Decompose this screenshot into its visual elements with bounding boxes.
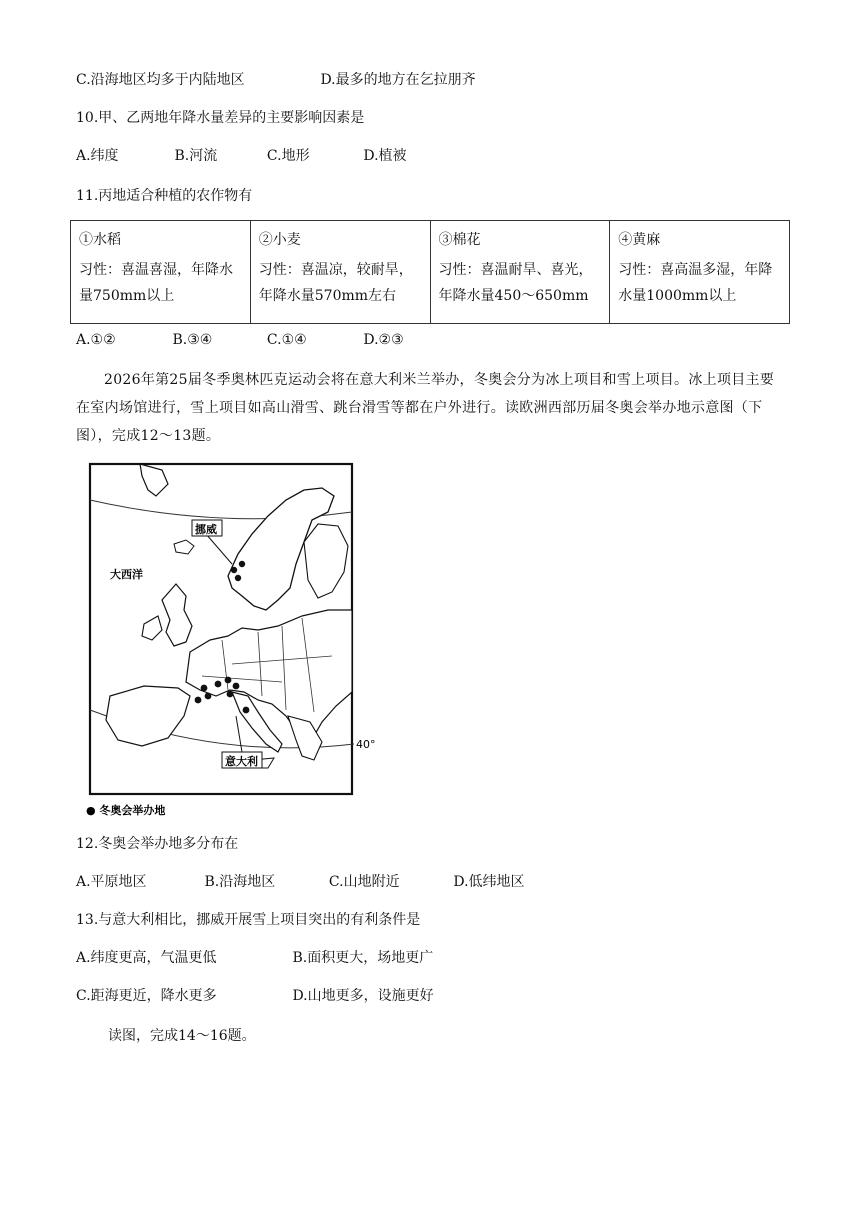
q12-option-b: B.沿海地区 (204, 874, 276, 890)
crop-cell-wheat (250, 221, 430, 324)
q10-option-c: C.地形 (266, 148, 310, 164)
q9-options-row (76, 70, 476, 90)
q10-option-b: B.河流 (174, 148, 218, 164)
q9-option-d: D.最多的地方在乞拉朋齐 (320, 72, 476, 88)
host-dot-norway-2 (239, 561, 245, 567)
q12-stem: 12.冬奥会举办地多分布在 (76, 836, 239, 852)
host-dot-alps-7 (227, 691, 234, 698)
q12-option-d: D.低纬地区 (453, 874, 525, 890)
q11-option-c: C.①④ (266, 332, 307, 348)
q12-options-row (76, 872, 525, 892)
q10-option-a: A.纬度 (76, 148, 119, 164)
label-lat-40: 40° (356, 738, 376, 751)
host-dot-alps-5 (225, 677, 232, 684)
q11-option-d: D.②③ (363, 332, 404, 348)
q10-stem: 10.甲、乙两地年降水量差异的主要影响因素是 (76, 110, 365, 126)
crop-name: ②小麦 (258, 232, 301, 248)
q11-options-row (76, 330, 404, 350)
q11-option-b: B.③④ (172, 332, 213, 348)
label-norway: 挪威 (195, 523, 217, 536)
crop-name: ④黄麻 (618, 232, 661, 248)
q10-option-d: D.植被 (363, 148, 407, 164)
crop-name: ③棉花 (438, 232, 481, 248)
crop-cell-rice (71, 221, 251, 324)
q13-stem: 13.与意大利相比，挪威开展雪上项目突出的有利条件是 (76, 912, 421, 928)
q13-options-row-2 (76, 986, 434, 1006)
crop-name: ①水稻 (79, 232, 121, 248)
intro-12-13: 2026年第25届冬季奥林匹克运动会将在意大利米兰举办，冬奥会分为冰上项目和雪上项目。冰上项目主要在室内场馆进行，雪上项目如高山滑雪、跳台滑雪等都在户外进行。读欧洲西部历届冬奥会举办地示意图（下图），完成12～13题。 (76, 372, 775, 444)
host-dot-alps-2 (205, 693, 212, 700)
crop-habit: 习性：喜高温多湿，年降水量1000mm以上 (618, 262, 773, 304)
crop-cell-jute (610, 221, 790, 324)
host-dot-alps-6 (233, 683, 240, 690)
europe-winter-olympics-map (82, 460, 382, 820)
host-dot-norway-3 (235, 575, 241, 581)
q12-option-a: A.平原地区 (76, 874, 147, 890)
intro-14-16: 读图，完成14～16题。 (108, 1028, 256, 1044)
crop-habit: 习性：喜温喜湿，年降水量750mm以上 (79, 262, 233, 304)
q11-option-a: A.①② (76, 332, 116, 348)
q13-option-c: C.距海更近，降水更多 (76, 988, 217, 1004)
q10-options-row (76, 146, 407, 166)
crop-habits-table (70, 220, 790, 324)
host-dot-alps-1 (195, 697, 202, 704)
label-italy: 意大利 (225, 755, 258, 768)
q13-option-d: D.山地更多，设施更好 (292, 988, 434, 1004)
q11-stem: 11.丙地适合种植的农作物有 (76, 188, 253, 204)
crop-cell-cotton (430, 221, 610, 324)
crop-habit: 习性：喜温耐旱、喜光，年降水量450～650mm (438, 262, 593, 304)
q12-option-c: C.山地附近 (328, 874, 400, 890)
label-atlantic: 大西洋 (110, 568, 143, 581)
q13-options-row-1 (76, 948, 433, 968)
host-dot-alps-3 (201, 685, 208, 692)
host-dot-alps-8 (243, 707, 250, 714)
map-legend: ● 冬奥会举办地 (86, 804, 166, 817)
crop-habit: 习性：喜温凉，较耐旱，年降水量570mm左右 (258, 262, 413, 304)
host-dot-norway-1 (231, 567, 237, 573)
q13-option-b: B.面积更大，场地更广 (292, 950, 434, 966)
host-dot-alps-4 (215, 681, 222, 688)
q13-option-a: A.纬度更高，气温更低 (76, 950, 217, 966)
q9-option-c: C.沿海地区均多于内陆地区 (76, 72, 245, 88)
